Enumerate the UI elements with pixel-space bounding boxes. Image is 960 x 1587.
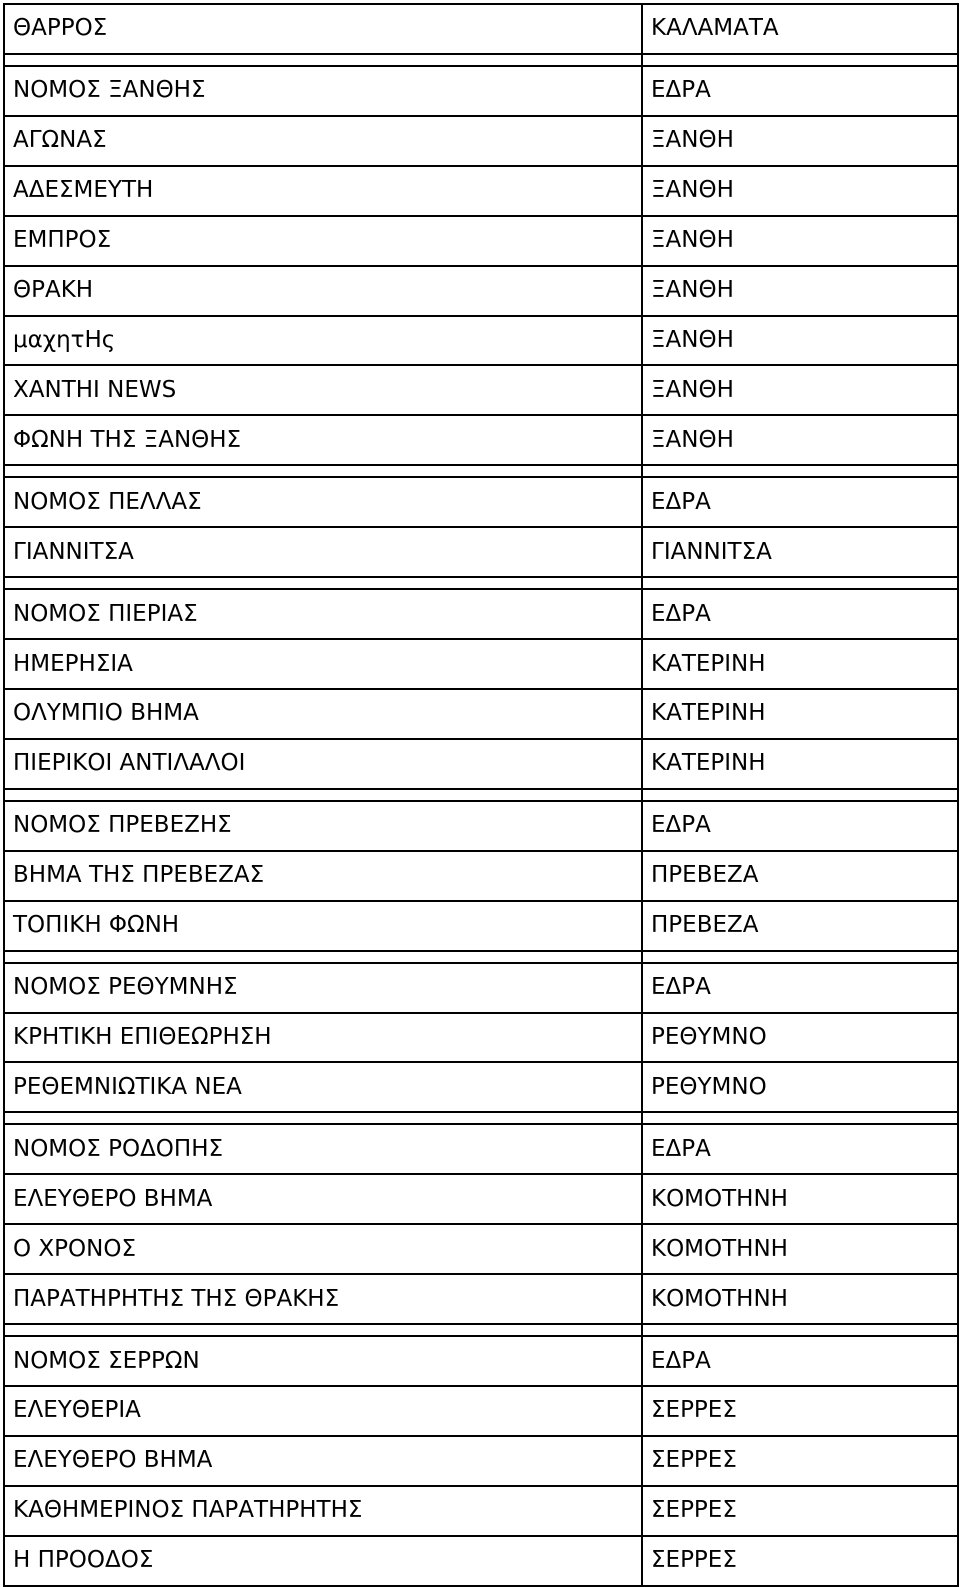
separator-cell — [642, 1324, 958, 1336]
city-cell: ΣΕΡΡΕΣ — [642, 1536, 958, 1586]
separator-cell — [4, 1112, 642, 1124]
city-cell: ΕΔΡΑ — [642, 1336, 958, 1386]
table-row — [4, 316, 958, 366]
city-cell: ΕΔΡΑ — [642, 801, 958, 851]
table-row — [4, 1386, 958, 1436]
table-row — [4, 901, 958, 951]
newspaper-name-cell: ΝΟΜΟΣ ΣΕΡΡΩΝ — [4, 1336, 642, 1386]
separator-cell — [642, 1112, 958, 1124]
newspaper-name-cell: ΠΙΕΡΙΚΟΙ ΑΝΤΙΛΑΛΟΙ — [4, 739, 642, 789]
city-cell: ΚΑΛΑΜΑΤΑ — [642, 4, 958, 54]
table-row — [4, 1062, 958, 1112]
city-cell: ΞΑΝΘΗ — [642, 316, 958, 366]
city-cell: ΡΕΘΥΜΝΟ — [642, 1062, 958, 1112]
city-cell: ΣΕΡΡΕΣ — [642, 1386, 958, 1436]
newspaper-name-cell: Ο ΧΡΟΝΟΣ — [4, 1224, 642, 1274]
city-cell: ΞΑΝΘΗ — [642, 266, 958, 316]
table-row — [4, 639, 958, 689]
table-row — [4, 1436, 958, 1486]
city-cell: ΞΑΝΘΗ — [642, 116, 958, 166]
section-header-row — [4, 66, 958, 116]
newspaper-name-cell: ΝΟΜΟΣ ΠΕΛΛΑΣ — [4, 477, 642, 527]
separator-row — [4, 1112, 958, 1124]
city-cell: ΞΑΝΘΗ — [642, 415, 958, 465]
table-row — [4, 116, 958, 166]
city-cell: ΚΟΜΟΤΗΝΗ — [642, 1224, 958, 1274]
city-cell: ΣΕΡΡΕΣ — [642, 1436, 958, 1486]
city-cell: ΚΟΜΟΤΗΝΗ — [642, 1274, 958, 1324]
separator-row — [4, 577, 958, 589]
newspaper-name-cell: ΕΛΕΥΘΕΡΙΑ — [4, 1386, 642, 1436]
separator-cell — [642, 577, 958, 589]
separator-row — [4, 54, 958, 66]
separator-cell — [4, 54, 642, 66]
newspaper-name-cell: ΤΟΠΙΚΗ ΦΩΝΗ — [4, 901, 642, 951]
table-row — [4, 1013, 958, 1063]
newspaper-name-cell: ΘΡΑΚΗ — [4, 266, 642, 316]
table-row — [4, 851, 958, 901]
separator-row — [4, 465, 958, 477]
table-row — [4, 1536, 958, 1586]
city-cell: ΞΑΝΘΗ — [642, 365, 958, 415]
city-cell: ΕΔΡΑ — [642, 589, 958, 639]
table-row — [4, 166, 958, 216]
city-cell: ΓΙΑΝΝΙΤΣΑ — [642, 527, 958, 577]
city-cell: ΚΑΤΕΡΙΝΗ — [642, 739, 958, 789]
section-header-row — [4, 4, 958, 54]
newspaper-table — [3, 3, 959, 1587]
newspaper-name-cell: ΕΜΠΡΟΣ — [4, 216, 642, 266]
separator-cell — [4, 1324, 642, 1336]
newspaper-name-cell: ΗΜΕΡΗΣΙΑ — [4, 639, 642, 689]
table-row — [4, 266, 958, 316]
city-cell: ΚΟΜΟΤΗΝΗ — [642, 1174, 958, 1224]
separator-row — [4, 951, 958, 963]
city-cell: ΚΑΤΕΡΙΝΗ — [642, 639, 958, 689]
city-cell: ΞΑΝΘΗ — [642, 166, 958, 216]
table-row — [4, 739, 958, 789]
newspaper-name-cell: ΚΑΘΗΜΕΡΙΝΟΣ ΠΑΡΑΤΗΡΗΤΗΣ — [4, 1486, 642, 1536]
city-cell: ΕΔΡΑ — [642, 66, 958, 116]
city-cell: ΕΔΡΑ — [642, 963, 958, 1013]
city-cell: ΣΕΡΡΕΣ — [642, 1486, 958, 1536]
newspaper-name-cell: ΦΩΝΗ ΤΗΣ ΞΑΝΘΗΣ — [4, 415, 642, 465]
newspaper-name-cell: ΡΕΘΕΜΝΙΩΤΙΚΑ ΝΕΑ — [4, 1062, 642, 1112]
newspaper-name-cell: ΕΛΕΥΘΕΡΟ ΒΗΜΑ — [4, 1174, 642, 1224]
section-header-row — [4, 963, 958, 1013]
table-row — [4, 1174, 958, 1224]
newspaper-name-cell: ΑΔΕΣΜΕΥΤΗ — [4, 166, 642, 216]
newspaper-name-cell: ΝΟΜΟΣ ΠΡΕΒΕΖΗΣ — [4, 801, 642, 851]
newspaper-name-cell: ΚΡΗΤΙΚΗ ΕΠΙΘΕΩΡΗΣΗ — [4, 1013, 642, 1063]
table-row — [4, 216, 958, 266]
separator-cell — [4, 577, 642, 589]
table-row — [4, 1486, 958, 1536]
newspaper-name-cell: ΑΓΩΝΑΣ — [4, 116, 642, 166]
city-cell: ΞΑΝΘΗ — [642, 216, 958, 266]
separator-cell — [642, 465, 958, 477]
separator-cell — [4, 465, 642, 477]
newspaper-name-cell: ΝΟΜΟΣ ΠΙΕΡΙΑΣ — [4, 589, 642, 639]
separator-cell — [4, 789, 642, 801]
city-cell: ΕΔΡΑ — [642, 1124, 958, 1174]
separator-cell — [642, 789, 958, 801]
table-row — [4, 1224, 958, 1274]
table-row — [4, 689, 958, 739]
city-cell: ΡΕΘΥΜΝΟ — [642, 1013, 958, 1063]
separator-row — [4, 1324, 958, 1336]
newspaper-name-cell: ΝΟΜΟΣ ΡΕΘΥΜΝΗΣ — [4, 963, 642, 1013]
section-header-row — [4, 477, 958, 527]
newspaper-name-cell: μαχητHς — [4, 316, 642, 366]
city-cell: ΕΔΡΑ — [642, 477, 958, 527]
newspaper-name-cell: ΝΟΜΟΣ ΡΟΔΟΠΗΣ — [4, 1124, 642, 1174]
city-cell: ΠΡΕΒΕΖΑ — [642, 901, 958, 951]
section-header-row — [4, 1124, 958, 1174]
city-cell: ΚΑΤΕΡΙΝΗ — [642, 689, 958, 739]
table-row — [4, 415, 958, 465]
separator-cell — [642, 54, 958, 66]
section-header-row — [4, 1336, 958, 1386]
newspaper-name-cell: ΝΟΜΟΣ ΞΑΝΘΗΣ — [4, 66, 642, 116]
section-header-row — [4, 589, 958, 639]
newspaper-name-cell: ΒΗΜΑ ΤΗΣ ΠΡΕΒΕΖΑΣ — [4, 851, 642, 901]
newspaper-name-cell: XANTHI NEWS — [4, 365, 642, 415]
newspaper-name-cell: ΕΛΕΥΘΕΡΟ ΒΗΜΑ — [4, 1436, 642, 1486]
newspaper-name-cell: ΓΙΑΝΝΙΤΣΑ — [4, 527, 642, 577]
table-row — [4, 527, 958, 577]
newspaper-name-cell: ΟΛΥΜΠΙΟ ΒΗΜΑ — [4, 689, 642, 739]
table-row — [4, 365, 958, 415]
separator-row — [4, 789, 958, 801]
table-row — [4, 1274, 958, 1324]
newspaper-name-cell: ΠΑΡΑΤΗΡΗΤΗΣ ΤΗΣ ΘΡΑΚΗΣ — [4, 1274, 642, 1324]
section-header-row — [4, 801, 958, 851]
separator-cell — [4, 951, 642, 963]
city-cell: ΠΡΕΒΕΖΑ — [642, 851, 958, 901]
separator-cell — [642, 951, 958, 963]
newspaper-name-cell: Η ΠΡΟΟΔΟΣ — [4, 1536, 642, 1586]
newspaper-name-cell: ΘΑΡΡΟΣ — [4, 4, 642, 54]
